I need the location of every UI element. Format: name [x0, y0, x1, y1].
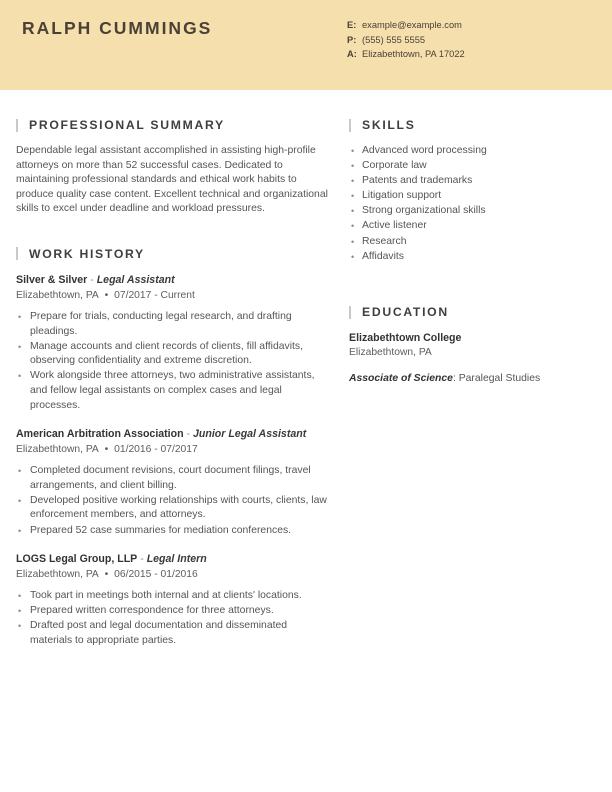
list-item: • Work alongside three attorneys, two administrative assistants, and fellow legal assistants on complex cases and legal processes.: [16, 369, 328, 413]
education-degree: Associate of Science: [349, 372, 453, 384]
email-value: example@example.com: [362, 20, 462, 30]
education-field: : Paralegal Studies: [452, 372, 541, 384]
section-mark-icon: [16, 247, 18, 260]
job-dates: 07/2017 - Current: [114, 289, 195, 301]
resume-header-band: [0, 0, 612, 90]
section-heading-work-history-label: WORK HISTORY: [29, 246, 145, 261]
list-item: • Prepare for trials, conducting legal research, and drafting pleadings.: [16, 310, 328, 339]
job-heading: [16, 552, 328, 566]
section-heading-skills-label: SKILLS: [362, 118, 416, 132]
contact-row-email: [347, 18, 465, 33]
job-bullet-list: [16, 310, 328, 413]
list-item: • Developed positive working relationships with courts, clients, law enforcement members, and attorneys.: [16, 494, 328, 523]
list-item: • Strong organizational skills: [349, 204, 597, 219]
section-education: [349, 305, 597, 386]
job-heading: [16, 427, 328, 441]
list-item: • Prepared 52 case summaries for mediation conferences.: [16, 524, 328, 539]
email-label: E:: [347, 20, 357, 30]
section-mark-icon: [349, 119, 351, 132]
section-work-history: [16, 247, 328, 649]
job-bullet-list: [16, 464, 328, 538]
education-school: Elizabethtown College: [349, 332, 462, 345]
job-company: LOGS Legal Group, LLP: [16, 553, 138, 566]
list-item: • Research: [349, 235, 597, 250]
job-title: Legal Intern: [146, 553, 207, 566]
contact-row-address: [347, 47, 465, 62]
list-item: • Prepared written correspondence for three attorneys.: [16, 604, 328, 619]
page-title: RALPH CUMMINGS: [22, 18, 213, 38]
section-heading-work-history: [16, 247, 328, 261]
address-label: A:: [347, 49, 357, 60]
skills-list: [349, 144, 597, 264]
section-mark-icon: [16, 119, 18, 132]
section-mark-icon: [349, 306, 351, 319]
job-meta: Elizabethtown, PA • 01/2016 - 07/2017: [16, 444, 198, 456]
section-heading-skills: [349, 118, 597, 132]
job-location: Elizabethtown, PA: [16, 289, 99, 301]
phone-label: P:: [347, 34, 357, 45]
work-history-entry: [16, 273, 328, 413]
list-item: • Litigation support: [349, 189, 597, 204]
work-history-entry: [16, 427, 328, 538]
address-value: Elizabethtown, PA 17022: [362, 49, 465, 60]
list-item: • Drafted post and legal documentation and disseminated materials to appropriate parties.: [16, 619, 328, 648]
contact-row-phone: [347, 33, 465, 48]
section-heading-summary-label: PROFESSIONAL SUMMARY: [29, 118, 225, 132]
job-bullet-list: [16, 589, 328, 648]
education-location: Elizabethtown, PA: [349, 347, 432, 359]
list-item: • Patents and trademarks: [349, 174, 597, 189]
job-dates: 01/2016 - 07/2017: [114, 444, 198, 456]
work-history-entry: [16, 552, 328, 648]
contact-block: [347, 18, 465, 62]
section-heading-summary: [16, 118, 328, 132]
job-meta: Elizabethtown, PA • 07/2017 - Current: [16, 289, 195, 301]
job-location: Elizabethtown, PA: [16, 444, 99, 456]
list-item: • Took part in meetings both internal and at clients' locations.: [16, 589, 328, 604]
list-item: • Completed document revisions, court document filings, travel arrangements, and client billing.: [16, 464, 328, 493]
list-item: • Active listener: [349, 219, 597, 234]
job-meta: Elizabethtown, PA • 06/2015 - 01/2016: [16, 569, 198, 581]
job-separator: -: [90, 273, 94, 286]
job-title: Legal Assistant: [96, 273, 175, 286]
summary-text: Dependable legal assistant accomplished in assisting high-profile attorneys on more than 52 successful cases. Dedicated to maintaining professional standards and ethical work habits to produce quality case content. Excellent technical and organizational skills to excel under deadline and workload pressures.: [16, 145, 328, 215]
job-separator: -: [140, 553, 144, 566]
job-title: Junior Legal Assistant: [193, 428, 307, 441]
education-degree-line: [349, 372, 597, 387]
list-item: • Advanced word processing: [349, 144, 597, 159]
list-item: • Corporate law: [349, 159, 597, 174]
right-column: [349, 118, 597, 386]
job-company: American Arbitration Association: [16, 428, 184, 441]
job-dates: 06/2015 - 01/2016: [114, 569, 198, 581]
section-heading-education: [349, 305, 597, 319]
job-separator: -: [186, 428, 191, 441]
education-entry: [349, 331, 597, 386]
job-company: Silver & Silver: [16, 273, 88, 286]
left-column: [16, 118, 328, 662]
phone-value: (555) 555 5555: [362, 34, 426, 45]
job-location: Elizabethtown, PA: [16, 569, 99, 581]
section-professional-summary: [16, 118, 328, 217]
list-item: • Manage accounts and client records of clients, fill affidavits, observing confidentiality and extreme discretion.: [16, 340, 328, 369]
section-skills: [349, 118, 597, 264]
list-item: • Affidavits: [349, 250, 597, 265]
section-heading-education-label: EDUCATION: [362, 305, 449, 320]
job-heading: [16, 273, 328, 287]
